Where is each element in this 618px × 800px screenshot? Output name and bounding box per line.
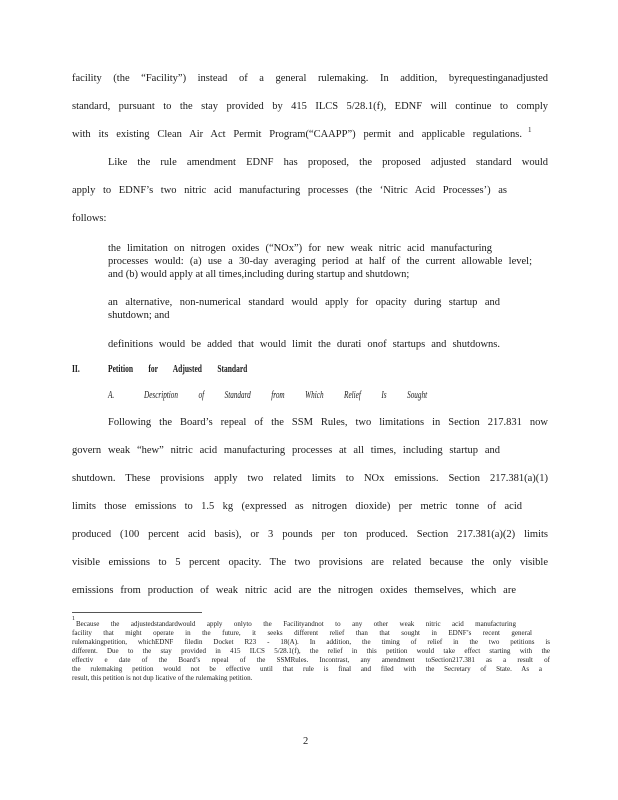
body-line: Like the rule amendment EDNF has proposed, the proposed adjusted standard would	[108, 157, 548, 168]
bullet-line: the limitation on nitrogen oxides (“NOx”) for new weak nitric acid manufacturing	[108, 243, 492, 254]
bullet-line: definitions would be added that would limit the durati onof startups and shutdowns.	[108, 339, 500, 350]
body-line: with its existing Clean Air Act Permit Program(“CAAPP”) permit and applicable regulations.	[72, 129, 522, 140]
bullet-line: and (b) would apply at all times,including during startup and shutdown;	[108, 269, 410, 280]
body-line: govern weak “hew” nitric acid manufacturing processes at all times, including startup and	[72, 445, 500, 456]
section-number: II.	[72, 364, 80, 375]
section-title: Petition for Adjusted Standard	[108, 364, 248, 375]
body-line: limits those emissions to 1.5 kg (expressed as nitrogen dioxide) per metric tonne of acid	[72, 501, 522, 512]
body-line: apply to EDNF’s two nitric acid manufacturing processes (the ‘Nitric Acid Processes’) as	[72, 185, 507, 196]
footnote-line: rulemakingpetition, whichEDNF filedin Docket R23 - 18(A). In addition, the timing of relief in the two petitions is	[72, 638, 550, 646]
body-line: follows:	[72, 213, 107, 224]
body-line: emissions from production of weak nitric acid are the nitrogen oxides themselves, which are	[72, 585, 516, 596]
footnote-line: effectiv e date of the Board’s repeal of the SSMRules. Incontrast, any amendment toSection217.381 as a result of	[72, 656, 550, 664]
footnote-line: different. Due to the stay provided in 415 ILCS 5/28.1(f), the relief in this petition would take effect starting with the	[72, 647, 550, 655]
footnote-line: facility that might operate in the future, it seeks different relief than that sought in EDNF’s recent general	[72, 629, 532, 637]
footnote-line: the rulemaking petition would not be effective until that rule is final and filed with the Secretary of State. As a	[72, 665, 542, 673]
footnote-line: Because the adjustedstandardwould apply onlyto the Facilityandnot to any other weak nitric acid manufacturing	[76, 620, 516, 628]
footnote-line: result, this petition is not dup licative of the rulemaking petition.	[72, 674, 253, 682]
bullet-line: processes would: (a) use a 30-day averaging period at half of the current allowable level;	[108, 256, 532, 267]
page-number: 2	[303, 736, 309, 747]
body-line: produced (100 percent acid basis), or 3 pounds per ton produced. Section 217.381(a)(2) limits	[72, 529, 548, 540]
body-line: facility (the “Facility”) instead of a general rulemaking. In addition, byrequestinganadjusted	[72, 73, 548, 84]
footnote-mark: 1	[72, 616, 75, 622]
body-line: Following the Board’s repeal of the SSM Rules, two limitations in Section 217.831 now	[108, 417, 548, 428]
subsection-number: A.	[108, 390, 115, 401]
body-line: shutdown. These provisions apply two related limits to NOx emissions. Section 217.381(a)(1)	[72, 473, 548, 484]
bullet-line: shutdown; and	[108, 310, 170, 321]
body-line: standard, pursuant to the stay provided by 415 ILCS 5/28.1(f), EDNF will continue to comply	[72, 101, 548, 112]
body-line: visible emissions to 5 percent opacity. The two provisions are related because the only visible	[72, 557, 548, 568]
footnote-reference: 1	[528, 126, 532, 134]
subsection-title: Description of Standard from Which Relief Is Sought	[144, 390, 428, 401]
footnote-separator	[72, 612, 202, 613]
bullet-line: an alternative, non-numerical standard would apply for opacity during startup and	[108, 297, 500, 308]
